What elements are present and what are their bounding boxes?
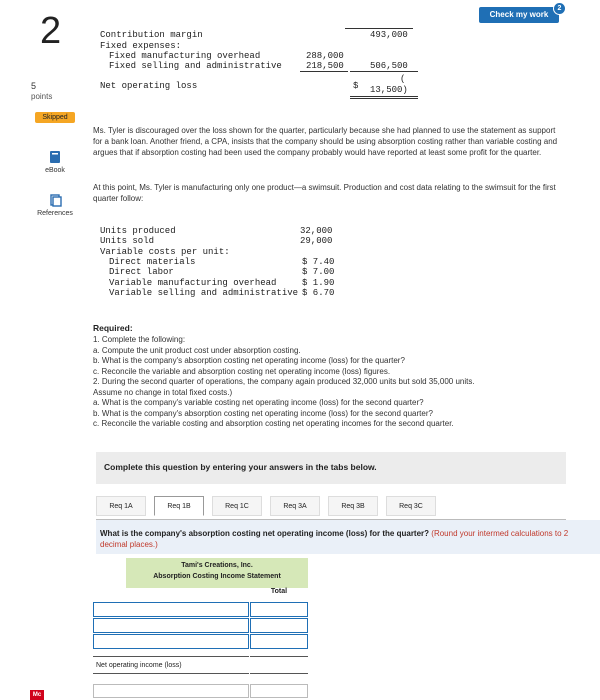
variable-mfg-label: Variable manufacturing overhead — [109, 278, 277, 288]
units-sold-value: 29,000 — [300, 236, 333, 246]
tab-req-1b[interactable]: Req 1B — [154, 496, 204, 516]
instruction-text: Complete this question by entering your answers in the tabs below. — [104, 462, 377, 472]
question-number: 2 — [40, 10, 62, 52]
ebook-label: eBook — [45, 167, 65, 174]
net-loss-paren: ( — [400, 74, 406, 84]
narrative-paragraph: Ms. Tyler is discouraged over the loss shown for the quarter, particularly because she had planned to use the statement as support for a bank loan. Another friend, a CPA, insists that the company should be using absorption costing rather than variable costing and argues that if absorption costing had been used the company probably would have reported at least some profit for the quarter. — [93, 126, 558, 157]
divider — [350, 71, 418, 72]
divider — [250, 673, 308, 674]
variable-costs-label: Variable costs per unit: — [100, 247, 230, 257]
row-amount-input[interactable] — [250, 634, 308, 649]
required-list — [93, 335, 475, 430]
direct-labor-label: Direct labor — [109, 267, 174, 277]
row-label-input[interactable] — [93, 602, 249, 617]
status-badge: Skipped — [35, 112, 75, 123]
contribution-margin-value: 493,000 — [370, 30, 408, 40]
divider — [93, 656, 249, 657]
net-loss-value: 13,500) — [370, 85, 408, 95]
net-loss-currency: $ — [353, 81, 359, 91]
fixed-expenses-label: Fixed expenses: — [100, 41, 182, 51]
contribution-margin-label: Contribution margin — [100, 30, 203, 40]
direct-materials-label: Direct materials — [109, 257, 196, 267]
required-heading: Required: — [93, 323, 133, 333]
row-amount-input[interactable] — [250, 684, 308, 698]
units-sold-label: Units sold — [100, 236, 155, 246]
points-label: points — [31, 92, 53, 101]
tab-req-3a[interactable]: Req 3A — [270, 496, 320, 516]
divider — [345, 28, 413, 29]
row-label-input[interactable] — [93, 684, 249, 698]
variable-sga-label: Variable selling and administrative — [109, 288, 299, 298]
company-name: Tami's Creations, Inc. — [181, 562, 253, 569]
fixed-mfg-label: Fixed manufacturing overhead — [109, 51, 261, 61]
row-label-input[interactable] — [93, 618, 249, 633]
units-produced-label: Units produced — [100, 226, 176, 236]
tab-req-1c[interactable]: Req 1C — [212, 496, 262, 516]
required-item: a. What is the company's variable costing net operating income (loss) for the second quarter? — [93, 398, 424, 407]
fixed-sga-label: Fixed selling and administrative — [109, 61, 282, 71]
required-item: b. What is the company's absorption costing net operating income (loss) for the second quarter? — [93, 408, 433, 418]
net-income-row-label: Net operating income (loss) — [96, 662, 182, 669]
narrative-paragraph: At this point, Ms. Tyler is manufacturing only one product—a swimsuit. Production and cost data relating to the swimsuit for the first quarter follow: — [93, 183, 556, 203]
divider — [300, 71, 348, 72]
fixed-total-value: 506,500 — [370, 61, 408, 71]
required-item: 2. During the second quarter of operations, the company again produced 32,000 units but sold 35,000 units. — [93, 377, 475, 386]
mcgraw-logo: Mc — [30, 690, 44, 700]
required-item: c. Reconcile the variable and absorption costing net operating income (loss) figures. — [93, 366, 391, 376]
total-column-header: Total — [270, 588, 288, 595]
net-loss-label: Net operating loss — [100, 81, 198, 91]
question-prompt — [100, 528, 570, 550]
points-value: 5 — [31, 81, 37, 91]
direct-labor-value: $ 7.00 — [302, 267, 335, 277]
fixed-mfg-value: 288,000 — [306, 51, 344, 61]
units-produced-value: 32,000 — [300, 226, 333, 236]
fixed-sga-value: 218,500 — [306, 61, 344, 71]
tab-req-3b[interactable]: Req 3B — [328, 496, 378, 516]
variable-mfg-value: $ 1.90 — [302, 278, 335, 288]
row-amount-input[interactable] — [250, 602, 308, 617]
direct-materials-value: $ 7.40 — [302, 257, 335, 267]
tab-req-3c[interactable]: Req 3C — [386, 496, 436, 516]
ebook-tool[interactable] — [35, 150, 75, 174]
required-item: 1. Complete the following: — [93, 335, 186, 344]
references-icon — [48, 193, 62, 207]
required-item: c. Reconcile the variable costing and absorption costing net operating incomes for the second quarter. — [93, 419, 454, 428]
required-item: Assume no change in total fixed costs.) — [93, 387, 233, 397]
question-text: What is the company's absorption costing net operating income (loss) for the quarter? — [100, 529, 430, 538]
references-label: References — [37, 210, 73, 217]
row-amount-input[interactable] — [250, 618, 308, 633]
required-item: b. What is the company's absorption costing net operating income (loss) for the quarter? — [93, 356, 405, 365]
book-icon — [48, 150, 62, 164]
divider — [250, 656, 308, 657]
divider — [93, 673, 249, 674]
answer-table-header — [126, 558, 308, 588]
row-label-input[interactable] — [93, 634, 249, 649]
divider — [350, 96, 418, 99]
rounding-hint: (Round your intermed calculations to 2 decimal places.) — [100, 529, 569, 549]
attempts-badge: 2 — [553, 2, 566, 15]
required-item: a. Compute the unit product cost under absorption costing. — [93, 345, 301, 355]
check-my-work-button[interactable]: Check my work — [479, 7, 559, 23]
references-tool[interactable] — [35, 193, 75, 217]
tab-req-1a[interactable]: Req 1A — [96, 496, 146, 516]
statement-title: Absorption Costing Income Statement — [153, 573, 281, 580]
variable-sga-value: $ 6.70 — [302, 288, 335, 298]
